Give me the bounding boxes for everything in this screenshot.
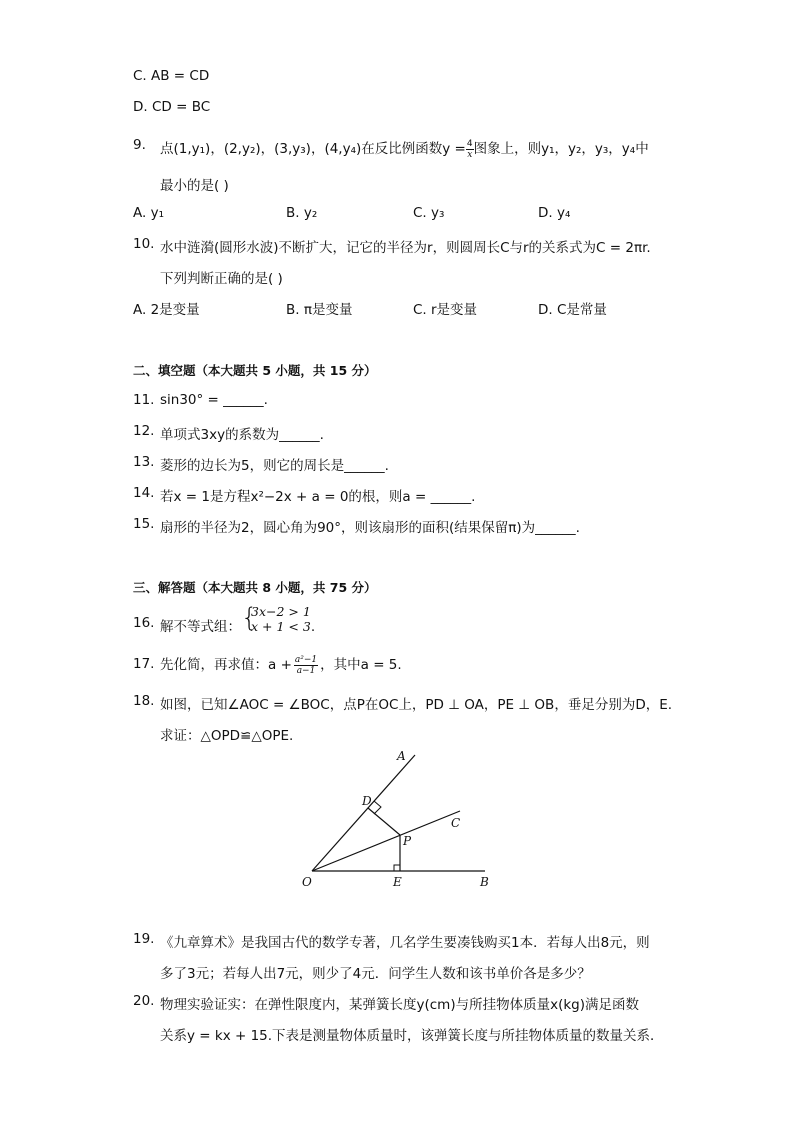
q13-text: 菱形的边长为5，则它的周长是______. [160, 458, 389, 474]
q10-option-a: A. 2是变量 [133, 302, 200, 318]
q18-figure [290, 745, 510, 895]
q16-system [241, 604, 311, 634]
q13-number: 13. [133, 454, 155, 470]
label-a: A [397, 749, 406, 763]
label-e: E [393, 875, 402, 889]
q16-brace: { [241, 603, 258, 633]
q19-number: 19. [133, 931, 155, 947]
q17-end: ，其中a = 5. [320, 657, 402, 673]
segment-pd [368, 808, 400, 835]
q16-number: 16. [133, 615, 155, 631]
q9-frac-numerator: 4 [466, 138, 473, 149]
q10-number: 10. [133, 236, 155, 252]
q9-stem-text: 点(1,y₁)，(2,y₂)，(3,y₃)，(4,y₄)在反比例函数y = [160, 141, 466, 157]
q17-frac-numerator: a²−1 [294, 654, 318, 665]
q16-row2: x + 1 < 3 [251, 619, 311, 634]
q14-text: 若x = 1是方程x²−2x + a = 0的根，则a = ______. [160, 489, 476, 505]
right-angle-e [394, 865, 400, 871]
q19-line2: 多了3元；若每人出7元，则少了4元．问学生人数和该书单价各是多少？ [160, 966, 591, 982]
q19-line1: 《九章算术》是我国古代的数学专著，几名学生要凑钱购买1本．若每人出8元，则 [160, 935, 650, 951]
label-d: D [362, 794, 372, 808]
q18-number: 18. [133, 693, 155, 709]
q16-text [160, 604, 315, 634]
q10-option-c: C. r是变量 [413, 302, 478, 318]
q11-number: 11. [133, 392, 155, 408]
q10-stem-line1: 水中涟漪(圆形水波)不断扩大，记它的半径为r，则圆周长C与r的关系式为C = 2πr. [160, 240, 651, 256]
q9-number: 9. [133, 137, 146, 153]
q17-fraction [294, 655, 318, 676]
q10-stem-line2: 下列判断正确的是( ) [160, 271, 283, 287]
q12-number: 12. [133, 423, 155, 439]
section3-heading: 三、解答题（本大题共 8 小题，共 75 分） [133, 580, 377, 595]
q9-stem-line2: 最小的是( ) [160, 178, 229, 194]
q17-number: 17. [133, 656, 155, 672]
q12-text: 单项式3xy的系数为______. [160, 427, 324, 443]
q20-line1: 物理实验证实：在弹性限度内，某弹簧长度y(cm)与所挂物体质量x(kg)满足函数 [160, 997, 640, 1013]
q15-text: 扇形的半径为2，圆心角为90°，则该扇形的面积(结果保留π)为______. [160, 520, 580, 536]
q9-option-a: A. y₁ [133, 205, 164, 221]
q16-end: . [310, 619, 316, 635]
label-c: C [451, 816, 461, 830]
q18-line2: 求证：△OPD≌△OPE. [160, 728, 294, 744]
q20-number: 20. [133, 993, 155, 1009]
q14-number: 14. [133, 485, 155, 501]
q8-option-c: C. AB = CD [133, 68, 210, 84]
label-p: P [403, 834, 412, 848]
q16-lead: 解不等式组： [160, 619, 241, 635]
label-b: B [480, 875, 489, 889]
q9-stem-line1 [160, 137, 649, 160]
q16-row1: 3x−2 > 1 [251, 604, 311, 619]
q9-option-d: D. y₄ [538, 205, 571, 221]
ray-oc [312, 811, 460, 871]
q20-line2: 关系y = kx + 15.下表是测量物体质量时，该弹簧长度与所挂物体质量的数量关系． [160, 1028, 664, 1044]
section2-heading: 二、填空题（本大题共 5 小题，共 15 分） [133, 363, 377, 378]
q11-text: sin30° = ______. [160, 392, 268, 408]
q10-option-b: B. π是变量 [286, 302, 353, 318]
q10-option-d: D. C是常量 [538, 302, 607, 318]
q9-frac-denominator: x [467, 149, 473, 160]
q15-number: 15. [133, 516, 155, 532]
q18-line1: 如图，已知∠AOC = ∠BOC，点P在OC上，PD ⊥ OA，PE ⊥ OB，垂足分别为D，E. [160, 697, 673, 713]
q17-lead: 先化简，再求值：a + [160, 657, 292, 673]
label-o: O [302, 875, 312, 889]
q9-option-c: C. y₃ [413, 205, 445, 221]
q17-frac-denominator: a−1 [296, 665, 316, 676]
right-angle-d [374, 801, 381, 814]
q9-stem-end: 图象上，则y₁，y₂，y₃，y₄中 [473, 141, 649, 157]
q9-option-b: B. y₂ [286, 205, 318, 221]
q9-fraction [466, 139, 474, 160]
q8-option-d: D. CD = BC [133, 99, 211, 115]
q17-text [160, 653, 402, 676]
